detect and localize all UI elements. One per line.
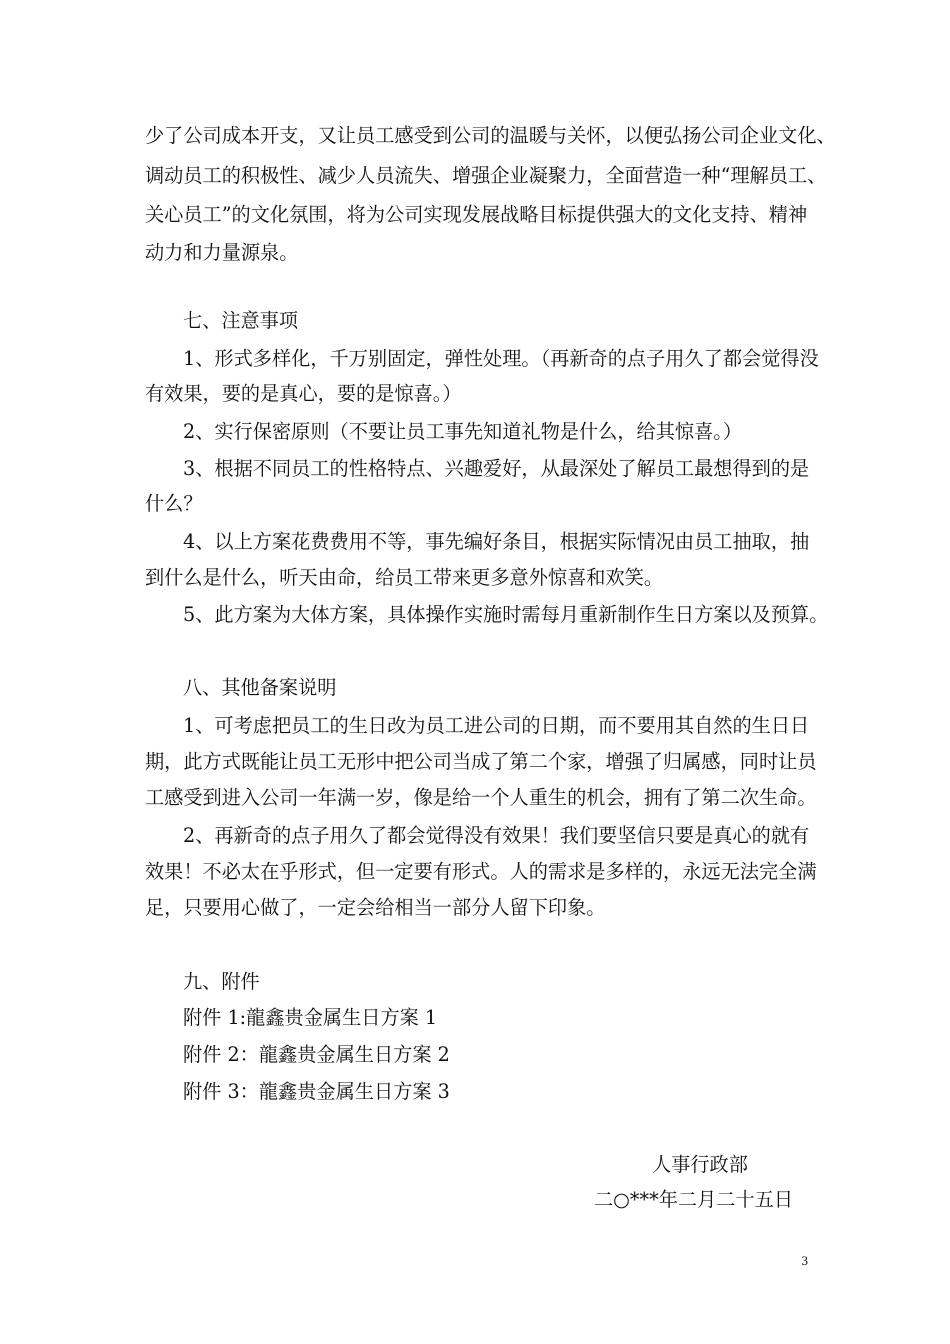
attachment-item: 附件 2：龍鑫贵金属生日方案 2	[183, 1043, 450, 1066]
paragraph-line: 关心员工”的文化氛围，将为公司实现发展战略目标提供强大的文化支持、精神	[145, 203, 808, 226]
paragraph-line: 3、根据不同员工的性格特点、兴趣爱好，从最深处了解员工最想得到的是	[183, 457, 810, 480]
attachment-item: 附件 3：龍鑫贵金属生日方案 3	[183, 1080, 450, 1103]
paragraph-line: 2、实行保密原则（不要让员工事先知道礼物是什么，给其惊喜。）	[183, 420, 743, 443]
paragraph-line: 足，只要用心做了，一定会给相当一部分人留下印象。	[145, 896, 606, 919]
signature-date: 二○***年二月二十五日	[594, 1188, 794, 1211]
paragraph-line: 动力和力量源泉。	[145, 241, 299, 264]
department-name: 人事行政部	[652, 1153, 748, 1176]
section-heading: 七、注意事项	[183, 309, 299, 332]
section-heading: 九、附件	[183, 970, 260, 993]
paragraph-line: 少了公司成本开支，又让员工感受到公司的温暖与关怀，以便弘扬公司企业文化、	[145, 124, 836, 147]
paragraph-line: 1、形式多样化，千万别固定，弹性处理。（再新奇的点子用久了都会觉得没	[183, 347, 819, 370]
attachment-item: 附件 1:龍鑫贵金属生日方案 1	[183, 1006, 438, 1029]
paragraph-line: 期，此方式既能让员工无形中把公司当成了第二个家，增强了归属感，同时让员	[145, 750, 817, 773]
paragraph-line: 4、以上方案花费费用不等，事先编好条目，根据实际情况由员工抽取，抽	[183, 530, 810, 553]
section-heading: 八、其他备案说明	[183, 676, 337, 699]
paragraph-line: 什么？	[145, 492, 203, 515]
page-number: 3	[801, 1253, 808, 1268]
paragraph-line: 工感受到进入公司一年满一岁，像是给一个人重生的机会，拥有了第二次生命。	[145, 786, 817, 809]
paragraph-line: 5、此方案为大体方案，具体操作实施时需每月重新制作生日方案以及预算。	[183, 603, 829, 626]
paragraph-line: 调动员工的积极性、减少人员流失、增强企业凝聚力，全面营造一种“理解员工、	[145, 164, 827, 187]
paragraph-line: 2、再新奇的点子用久了都会觉得没有效果！我们要坚信只要是真心的就有	[183, 824, 810, 847]
paragraph-line: 到什么是什么，听天由命，给员工带来更多意外惊喜和欢笑。	[145, 566, 664, 589]
paragraph-line: 1、可考虑把员工的生日改为员工进公司的日期，而不要用其自然的生日日	[183, 714, 810, 737]
paragraph-line: 有效果，要的是真心，要的是惊喜。）	[145, 382, 462, 405]
paragraph-line: 效果！不必太在乎形式，但一定要有形式。人的需求是多样的，永远无法完全满	[145, 860, 817, 883]
